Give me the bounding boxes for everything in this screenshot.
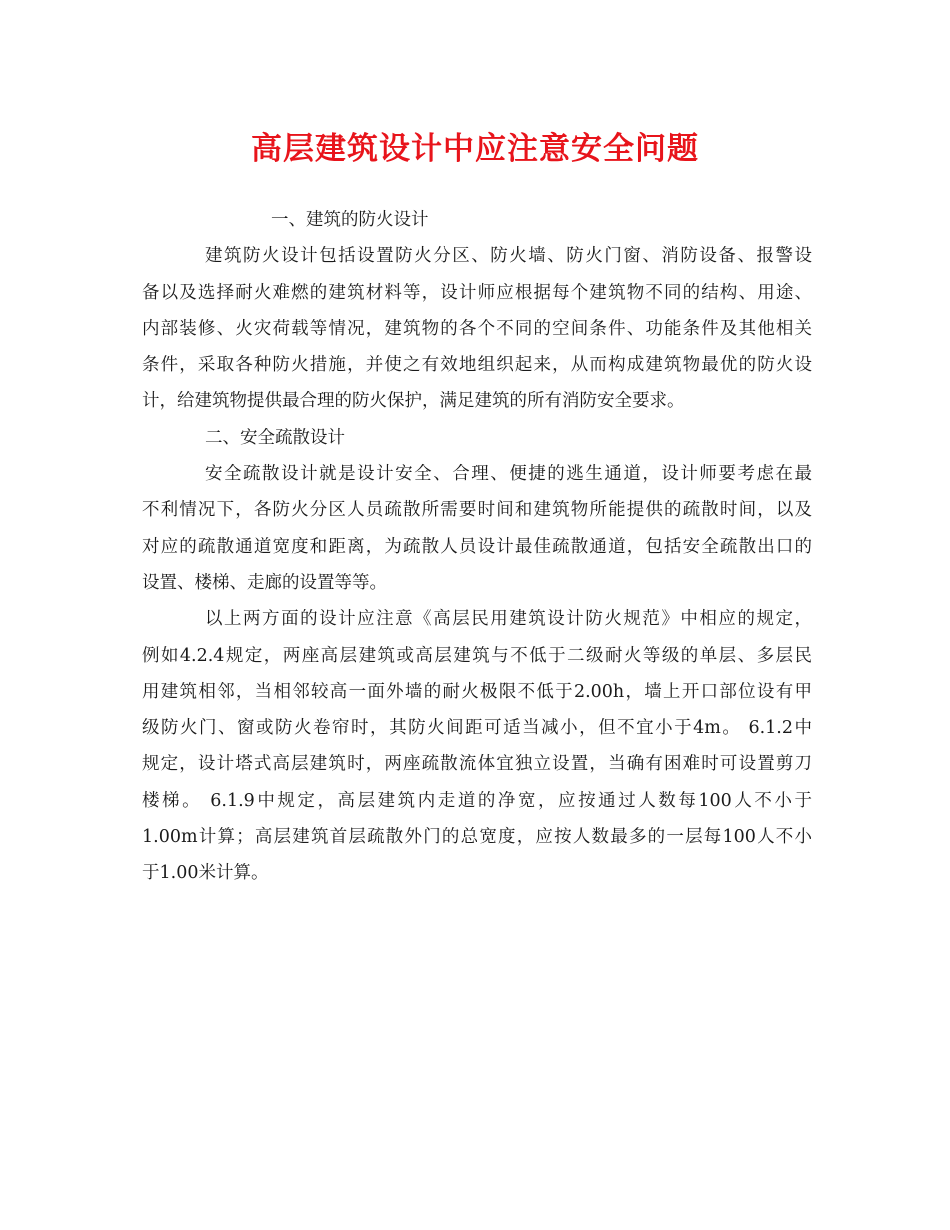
- paragraph-line: 规定，设计塔式高层建筑时，两座疏散流体宜独立设置，当确有困难时可设置剪刀: [142, 754, 812, 775]
- paragraph-line: 1.00m计算；高层建筑首层疏散外门的总宽度，应按人数最多的一层每100人不小: [142, 827, 812, 848]
- paragraph-line: 楼梯。 6.1.9中规定，高层建筑内走道的净宽，应按通过人数每100人不小于: [142, 790, 812, 811]
- paragraph-line: 不利情况下，各防火分区人员疏散所需要时间和建筑物所能提供的疏散时间，以及: [142, 500, 812, 521]
- paragraph-line: 条件，采取各种防火措施，并使之有效地组织起来，从而构成建筑物最优的防火设: [142, 355, 812, 376]
- paragraph-line: 例如4.2.4规定，两座高层建筑或高层建筑与不低于二级耐火等级的单层、多层民: [142, 645, 812, 666]
- paragraph-line: 以上两方面的设计应注意《高层民用建筑设计防火规范》中相应的规定，: [205, 609, 812, 630]
- paragraph-line: 对应的疏散通道宽度和距离，为疏散人员设计最佳疏散通道，包括安全疏散出口的: [142, 536, 812, 557]
- heading-evacuation-design: 二、安全疏散设计: [205, 427, 345, 448]
- document-body: [142, 202, 812, 892]
- paragraph-line: 备以及选择耐火难燃的建筑材料等，设计师应根据每个建筑物不同的结构、用途、: [142, 282, 812, 303]
- paragraph-line: 设置、楼梯、走廊的设置等等。: [142, 572, 387, 593]
- paragraph-line: 建筑防火设计包括设置防火分区、防火墙、防火门窗、消防设备、报警设: [205, 246, 812, 267]
- paragraph-line: 计，给建筑物提供最合理的防火保护，满足建筑的所有消防安全要求。: [142, 391, 685, 412]
- paragraph-line: 安全疏散设计就是设计安全、合理、便捷的逃生通道，设计师要考虑在最: [205, 464, 812, 485]
- paragraph-line: 用建筑相邻，当相邻较高一面外墙的耐火极限不低于2.00h，墙上开口部位设有甲: [142, 681, 812, 702]
- document-title: 高层建筑设计中应注意安全问题: [251, 131, 699, 167]
- paragraph-line: 级防火门、窗或防火卷帘时，其防火间距可适当减小，但不宜小于4m。 6.1.2中: [142, 718, 812, 739]
- heading-fire-design: 一、建筑的防火设计: [271, 210, 429, 230]
- paragraph-line: 于1.00米计算。: [142, 863, 269, 884]
- paragraph-line: 内部装修、火灾荷载等情况，建筑物的各个不同的空间条件、功能条件及其他相关: [142, 318, 812, 339]
